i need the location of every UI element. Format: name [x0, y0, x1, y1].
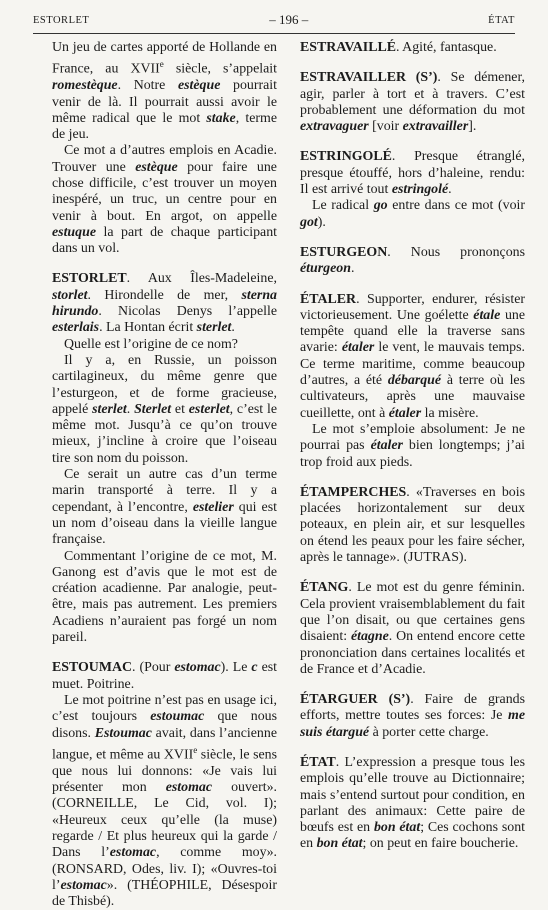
entry-paragraph	[300, 755, 525, 853]
emphasized-text: regarde / Et plus heureux qui la garde / Dans l’	[52, 828, 277, 861]
text-run: ; Ces cochons sont en	[300, 820, 526, 852]
text-run: ; mais s’entend surtout pour condition, en parlant des animaux: Cette paire de bœufs est en	[300, 771, 525, 836]
text-run: . Faire de grands efforts, mettre toutes ses forces: Je	[300, 692, 525, 724]
text-run: la misère.	[421, 405, 479, 421]
text-run: qui est un nom d’oiseau dans la vieille langue française.	[52, 499, 277, 548]
text-run: . «	[406, 484, 423, 500]
text-run: . Aux Îles-Madeleine,	[126, 271, 277, 287]
text-run: que nous disons.	[52, 709, 278, 741]
text-run: ].	[468, 119, 477, 135]
emphasized-text: estuque	[52, 224, 96, 240]
emphasized-text: Le Cid	[154, 796, 206, 812]
entry-paragraph	[52, 693, 277, 910]
entry-paragraph	[52, 549, 277, 647]
entry-paragraph	[300, 70, 525, 135]
dictionary-entry	[300, 580, 525, 678]
header-right-word: ÉTAT	[488, 14, 515, 26]
headword: ÉTAMPERCHES	[300, 484, 407, 500]
emphasized-text: estomac	[165, 780, 213, 796]
text-run: . Supporter, endurer, résister victorieusement. Une goélette	[300, 291, 525, 323]
running-header	[33, 10, 515, 30]
emphasized-text: Ouvres-toi l’	[52, 861, 277, 893]
emphasized-text: extravailler	[402, 119, 469, 135]
text-run: . On entend encore cette prononciation dans certaines localités et de France et d’Acadie.	[300, 629, 525, 677]
headword: ÉTANG	[300, 580, 349, 596]
emphasized-text: estomac	[109, 845, 157, 861]
emphasized-text: Désespoir de Thisbé	[52, 877, 277, 910]
emphasized-text: Traverses en bois placées horizontalement sur deux poteaux, en plein air, et sur lesquelles on étend les peaux pour les faire sécher, après le tannage	[300, 484, 525, 566]
emphasized-text: débarqué	[387, 373, 442, 389]
emphasized-text: , comme moy	[156, 845, 267, 861]
header-left-word: ESTORLET	[33, 14, 90, 26]
text-run: siècle, s’appelait	[163, 61, 277, 77]
emphasized-text: bon état	[373, 820, 421, 836]
dictionary-entry	[300, 485, 525, 566]
dictionary-entry	[300, 245, 525, 278]
emphasized-text: esterlais	[52, 320, 100, 336]
headword: ESTRINGOLÉ	[300, 149, 392, 165]
text-run: , terme de jeu.	[52, 110, 277, 143]
dictionary-entry	[300, 70, 525, 135]
text-run: Le mot s’emploie absolument: Je ne pourrai pas	[300, 421, 525, 454]
entry-paragraph	[52, 143, 277, 257]
headword: ÉTAT	[300, 754, 336, 770]
text-run: Un jeu de cartes apporté de Hollande en France, au XVII	[52, 40, 277, 77]
entry-paragraph	[52, 353, 277, 467]
dictionary-entry	[300, 40, 525, 56]
emphasized-text: étale	[473, 307, 501, 323]
entry-paragraph	[52, 337, 277, 353]
text-run: . Nicolas Denys l’appelle	[98, 304, 277, 320]
text-run: ». (JUTRAS).	[389, 550, 468, 566]
text-run: .	[231, 320, 235, 336]
emphasized-text: étaler	[388, 405, 422, 421]
text-run: ). Le	[220, 660, 252, 676]
text-run: Quelle est l’origine de ce nom?	[64, 336, 238, 352]
text-run: et	[171, 401, 189, 417]
text-run: ).	[106, 894, 115, 910]
text-run: à porter cette charge.	[369, 724, 489, 740]
entry-paragraph	[300, 245, 525, 278]
emphasized-text: étagne	[350, 629, 389, 645]
headword: ESTOUMAC	[52, 660, 133, 676]
entry-paragraph	[300, 292, 525, 422]
text-run: . Notre	[117, 78, 178, 94]
text-run: la part de chaque participant dans un vol.	[52, 224, 277, 257]
emphasized-text: Je vais lui présenter mon	[52, 763, 277, 796]
emphasized-text: étaler	[341, 340, 375, 356]
text-run: , c’est le même mot. Jusqu’à ce qu’on trouve mieux, j’incline à croire que l’oiseau tire son nom du poisson.	[52, 401, 277, 466]
text-run: . Se démener, agir, parler à tort et à travers. C’est probablement une déformation du mot	[300, 70, 525, 118]
entry-paragraph	[300, 422, 525, 471]
emphasized-text: Estoumac	[94, 725, 152, 741]
entry-paragraph	[300, 198, 525, 231]
text-run: .	[126, 401, 135, 417]
emphasized-text: esterlet	[188, 401, 230, 417]
text-run: avait, dans l’ancienne langue, et même au XVII	[52, 725, 277, 763]
text-run: . Hirondelle de mer,	[87, 287, 242, 303]
text-run: . La Hontan écrit	[99, 320, 197, 336]
entry-paragraph	[52, 467, 277, 548]
text-run: e	[193, 744, 198, 755]
text-run: . L’expression a presque tous les emplois qu’elle trouve au	[300, 754, 525, 787]
emphasized-text: sterlet	[196, 320, 232, 336]
emphasized-text: bon état	[316, 836, 363, 852]
emphasized-text: sterlet	[92, 401, 127, 417]
headword: ESTRAVAILLER (S’)	[300, 70, 438, 86]
text-run: Ce serait un autre cas d’un terme marin transporté à terre. Il y a cependant, à l’encontre,	[52, 467, 277, 515]
text-run: pourrait venir de là. Il pourrait aussi avoir le même radical que le mot	[52, 78, 277, 126]
emphasized-text: étaler	[370, 438, 403, 454]
emphasized-text: estèque	[135, 159, 178, 175]
emphasized-text: go	[373, 198, 388, 214]
emphasized-text: ouvert	[212, 780, 267, 796]
text-run: ». (THÉOPHILE,	[106, 877, 222, 893]
headword: ESTURGEON	[300, 244, 388, 260]
headword: ESTORLET	[52, 271, 127, 287]
text-run: Commentant l’origine de ce mot, M. Ganong est d’avis que le mot est de création acadienne. Par analogie, peut-être, mais pas autrement. Les premiers Acadiens n’auraient pas forgé un nom pareil.	[52, 548, 277, 646]
text-run: .	[350, 261, 355, 277]
page-number: – 196 –	[269, 12, 309, 27]
text-run: est muet. Poitrine.	[52, 660, 278, 692]
entry-paragraph	[300, 580, 525, 678]
entry-paragraph	[52, 271, 277, 336]
entry-paragraph	[52, 40, 277, 143]
text-run: , vol. I); «	[52, 796, 277, 828]
emphasized-text: estomac	[60, 877, 107, 893]
emphasized-text: estringolé	[391, 182, 449, 198]
text-run: ; on peut en faire boucherie.	[362, 836, 519, 852]
text-run: le vent, le mauvais temps. Ce terme maritime, comme beaucoup d’autres, a été	[300, 340, 525, 389]
text-run: Il y a, en Russie, un poisson cartilagineux, du même genre que l’esturgeon, et de forme gracieuse, appelé	[52, 352, 277, 417]
dictionary-entry	[300, 755, 525, 853]
text-run: entre dans ce mot (voir	[387, 198, 526, 214]
emphasized-text: Sterlet	[134, 401, 172, 417]
emphasized-text: Heureux ceux qu’elle	[58, 812, 200, 828]
entry-paragraph	[300, 692, 525, 741]
emphasized-text: estèque	[177, 78, 221, 94]
text-run: bien longtemps; j’ai trop froid aux pieds.	[300, 438, 526, 470]
emphasized-text: stake	[206, 110, 236, 126]
left-column	[52, 40, 277, 910]
emphasized-text: c	[251, 660, 258, 676]
entry-paragraph	[300, 485, 525, 566]
dictionary-entry	[300, 149, 525, 230]
emphasized-text: sterna hirundo	[52, 287, 277, 320]
headword: ÉTALER	[300, 291, 357, 307]
emphasized-text: storlet	[52, 287, 88, 303]
emphasized-text: Dictionnaire	[451, 771, 522, 787]
text-run: Le mot poitrine n’est pas en usage ici, c’est toujours	[52, 692, 277, 725]
text-run: . Le mot est du genre féminin. Cela provient vraisemblablement du fait que l’on disait, ou que certaines gens disaient:	[300, 580, 525, 645]
text-run: e	[159, 59, 164, 70]
emphasized-text: me suis étargué	[300, 708, 525, 740]
emphasized-text: éturgeon	[300, 261, 351, 277]
dictionary-entry	[52, 40, 277, 257]
text-run: à terre où les cultivateurs, après une mauvaise cueillette, ont à	[300, 373, 526, 421]
text-run: . (Pour	[132, 660, 175, 676]
text-run: [voir	[368, 119, 403, 135]
text-run: . Agité, fantasque.	[396, 40, 497, 55]
right-column	[300, 40, 525, 853]
dictionary-entry	[52, 271, 277, 646]
headword: ESTRAVAILLÉ	[300, 40, 396, 55]
text-run: ». (RONSARD,	[52, 845, 277, 877]
emphasized-text: got	[300, 214, 318, 230]
emphasized-text: estelier	[192, 499, 234, 515]
headword: ÉTARGUER (S’)	[300, 692, 411, 708]
text-run: une tempête quand elle la traverse sans avarie:	[300, 307, 525, 356]
text-run: .	[448, 182, 452, 198]
emphasized-text: estomac	[174, 660, 221, 676]
entry-paragraph	[300, 40, 525, 56]
dictionary-entry	[52, 660, 277, 910]
text-run: ).	[317, 214, 326, 230]
entry-paragraph	[300, 149, 525, 198]
text-run: (la muse)	[199, 812, 277, 828]
text-run: ». (CORNEILLE,	[52, 780, 278, 812]
entry-paragraph	[52, 660, 277, 693]
text-run: Le radical	[312, 198, 374, 214]
text-run: Ce mot a d’autres emplois en Acadie. Trouver une	[52, 143, 277, 175]
text-run: pour faire une chose difficile, c’est trouver un moyen inespéré, un truc, un centre pour en venir à bout. En argot, on appelle	[52, 159, 277, 224]
dictionary-entry	[300, 692, 525, 741]
dictionary-entry	[300, 292, 525, 471]
emphasized-text: extravaguer	[300, 119, 369, 135]
emphasized-text: romestèque	[52, 78, 118, 94]
text-run: , liv. I); «	[160, 861, 218, 877]
header-rule	[33, 33, 515, 34]
emphasized-text: estoumac	[150, 709, 205, 725]
text-run: . Presque étranglé, presque étouffé, hors d’haleine, rendu: Il est arrivé tout	[300, 149, 525, 198]
emphasized-text: Odes	[131, 861, 161, 877]
text-run: siècle, le sens que nous lui donnons: «	[52, 747, 277, 779]
text-run: . Nous prononçons	[387, 244, 525, 260]
